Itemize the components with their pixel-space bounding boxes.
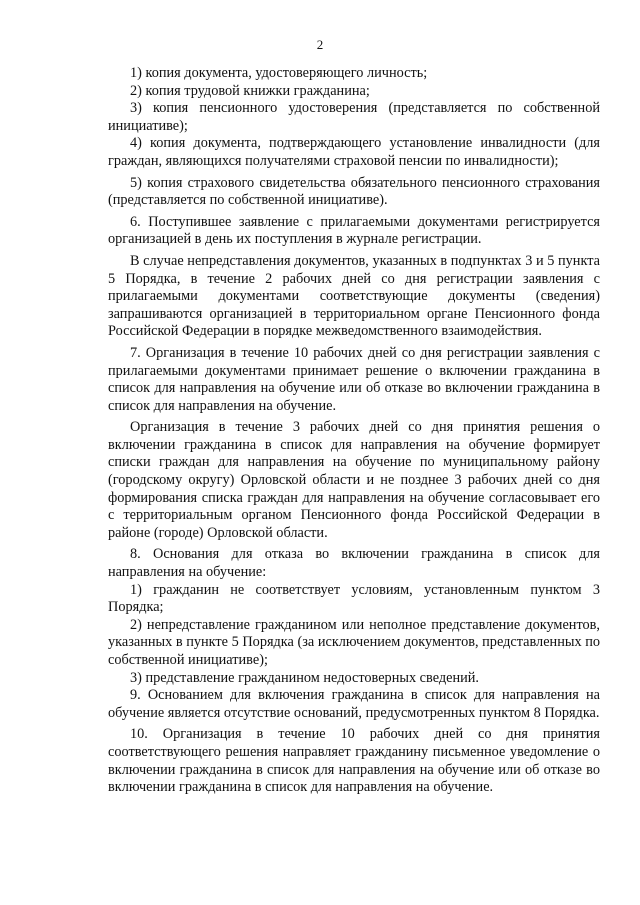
page-number: 2 xyxy=(316,37,324,52)
paragraph-interagency-request: В случае непредставления документов, указанных в подпунктах 3 и 5 пункта 5 Порядка, в течение 2 рабочих дней со дня регистрации заявления с прилагаемыми документами соответствующие документы (сведения) запрашиваются организацией в территориальном органе Пенсионного фонда Российской Федерации в порядке межведомственного взаимодействия. xyxy=(108,252,600,340)
paragraph-8-refusal-grounds: 8. Основания для отказа во включении гражданина в список для направления на обучение: xyxy=(108,546,600,581)
list-item-missing-documents: 2) непредставление гражданином или неполное представление документов, указанных в пункте 5 Порядка (за исключением документов, представленных по собственной инициативе); xyxy=(108,616,600,668)
document-body xyxy=(108,65,600,797)
paragraph-6-registration: 6. Поступившее заявление с прилагаемыми документами регистрируется организацией в день их поступления в журнале регистрации. xyxy=(108,213,600,248)
list-item-employment-record: 2) копия трудовой книжки гражданина; xyxy=(130,82,370,99)
list-item-conditions: 1) гражданин не соответствует условиям, установленным пунктом 3 Порядка; xyxy=(108,581,600,616)
list-item-false-information: 3) представление гражданином недостоверных сведений. xyxy=(130,669,479,686)
list-item-insurance-certificate: 5) копия страхового свидетельства обязательного пенсионного страхования (представляется по собственной инициативе). xyxy=(108,174,600,209)
paragraph-lists-formation: Организация в течение 3 рабочих дней со дня принятия решения о включении гражданина в список для направления на обучение формирует списки граждан для направления на обучение по муниципальному району (городскому округу) Орловской области и не позднее 3 рабочих дней со дня формирования списка граждан для направления на обучение согласовывает его с территориальным органом Пенсионного фонда Российской Федерации в районе (городе) Орловской области. xyxy=(108,419,600,541)
list-item-disability-doc: 4) копия документа, подтверждающего установление инвалидности (для граждан, являющихся получателями страховой пенсии по инвалидности); xyxy=(108,135,600,169)
paragraph-7-decision: 7. Организация в течение 10 рабочих дней со дня регистрации заявления с прилагаемыми документами принимает решение о включении гражданина в список для направления на обучение или об отказе во включении гражданина в список для направления на обучение. xyxy=(108,344,600,414)
paragraph-10-notification: 10. Организация в течение 10 рабочих дней со дня принятия соответствующего решения направляет гражданину письменное уведомление о включении гражданина в список для направления на обучение или об отказе во включении гражданина в список для направления на обучение. xyxy=(108,726,600,796)
list-item-pension-certificate: 3) копия пенсионного удостоверения (представляется по собственной инициативе); xyxy=(108,100,600,134)
list-item-identity-doc: 1) копия документа, удостоверяющего личность; xyxy=(130,65,428,81)
paragraph-9-inclusion-basis: 9. Основанием для включения гражданина в список для направления на обучение является отсутствие оснований, предусмотренных пунктом 8 Порядка. xyxy=(108,687,600,721)
